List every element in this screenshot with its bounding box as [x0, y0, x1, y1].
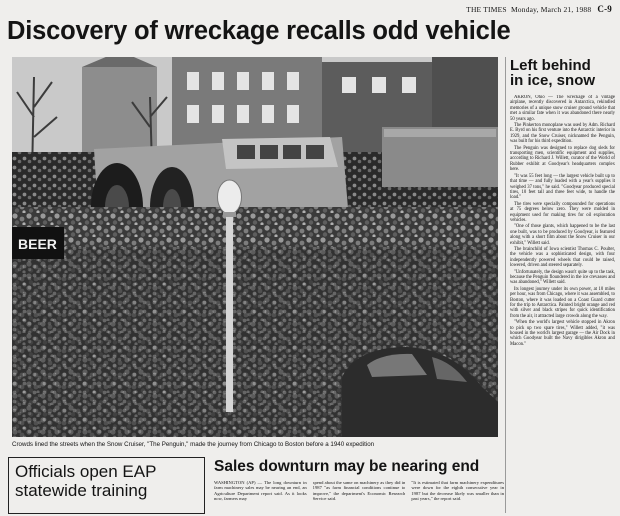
- sales-article-body: [214, 480, 504, 516]
- sidebar-paragraph: "It was 55 feet long — the largest vehicle built up to that time — and fully loaded with a year's supplies it weighed 37 tons," he said. "Goodyear produced special tires, 10 feet tall and three feet wide, to handle the load.": [510, 173, 615, 201]
- photo-caption: Crowds lined the streets when the Snow Cruiser, "The Penguin," made the journey from Chicago to Boston before a 1940 expedition: [12, 441, 375, 448]
- sidebar-headline-line1: Left behind: [510, 57, 591, 74]
- snow-cruiser-photo: [12, 57, 498, 437]
- sidebar-paragraph: "One of those giants, which happened to be the last one built, was to be produced by Goodyear, is featured along with a short film about the Snow Cruiser in our exhibit," Willett said.: [510, 224, 615, 246]
- eap-article-box: [8, 457, 205, 514]
- sidebar-paragraph: Its longest journey under its own power, at 10 miles per hour, was from Chicago, where it was assembled, to Boston, where it was loaded on a Coast Guard cutter for the trip to Antarctica. Painted bright orange and red with silver and black stripes for quick identification from the air, it attracted large crowds along the way.: [510, 286, 615, 319]
- sales-column: spend about the same on machinery as they did in 1987 "as farm financial conditions continue to improve," the department's Economic Research Service said.: [312, 480, 406, 501]
- sidebar-article-body: [510, 95, 615, 513]
- sidebar-paragraph: The brainchild of Iowa scientist Thomas C. Poulter, the vehicle was a sophisticated design, with four independently powered wheels that could be raised, lowered, driven and steered separately.: [510, 246, 615, 269]
- sidebar-paragraph: The Penguin was designed to replace dog sleds for transporting men, scientific equipment and supplies, according to Richard J. Willett, curator of the World of Rubber exhibit at Goodyear's headquarters complex here.: [510, 145, 615, 173]
- eap-headline-line2: statewide training: [15, 481, 148, 500]
- main-headline: Discovery of wreckage recalls odd vehicle: [7, 17, 511, 45]
- eap-headline-line1: Officials open EAP: [15, 462, 157, 481]
- issue-date: Monday, March 21, 1988: [510, 5, 592, 14]
- page-number: C-9: [597, 4, 612, 14]
- paper-name: THE TIMES: [466, 5, 507, 14]
- sidebar-paragraph: "When the world's largest vehicle stopped in Akron to pick up two spare tires," Willett added, "it was housed in the world's largest garage — the Air Dock in which Goodyear built the Navy dirigibles Akron and Macon.": [510, 320, 615, 347]
- column-divider: [505, 57, 506, 513]
- sales-headline: Sales downturn may be nearing end: [214, 458, 480, 475]
- sidebar-paragraph: AKRON, Ohio — The wreckage of a vintage airplane, recently discovered in Antarctica, rekindled memories of a unique snow cruiser ground vehicle that met a similar fate when it was abandoned there nearly 50 years ago.: [510, 95, 615, 122]
- sales-column: "It is estimated that farm machinery expenditures were down for the eighth consecutive year in 1987 but the decrease likely was smaller than in past years," the report said.: [411, 480, 504, 501]
- sidebar-headline-line2: in ice, snow: [510, 72, 596, 89]
- eap-headline: [15, 462, 198, 500]
- sales-column: WASHINGTON (AP) — The long downturn in farm machinery sales may be nearing an end, an Agriculture Department report said. As it looks now, farmers may: [214, 480, 307, 501]
- sidebar-paragraph: "Unfortunately, the design wasn't quite up to the task, because the Penguin floundered in the ice crevasses and was abandoned," Willett said.: [510, 269, 615, 286]
- beer-sign: [12, 227, 64, 259]
- sidebar-headline: [510, 58, 615, 88]
- sidebar-paragraph: The Pinkerton monoplane was used by Adm. Richard E. Byrd on his first venture into the Antarctic interior in 1929, and the Snow Cruiser, nicknamed the Penguin, was built for his third expedition.: [510, 123, 615, 145]
- masthead: [466, 4, 612, 14]
- sidebar-paragraph: The tires were specially compounded for operations at 75 degrees below zero. They were molded in equipment used for making tires for oil exploration vehicles.: [510, 201, 615, 223]
- beer-sign-text: BEER: [18, 236, 57, 252]
